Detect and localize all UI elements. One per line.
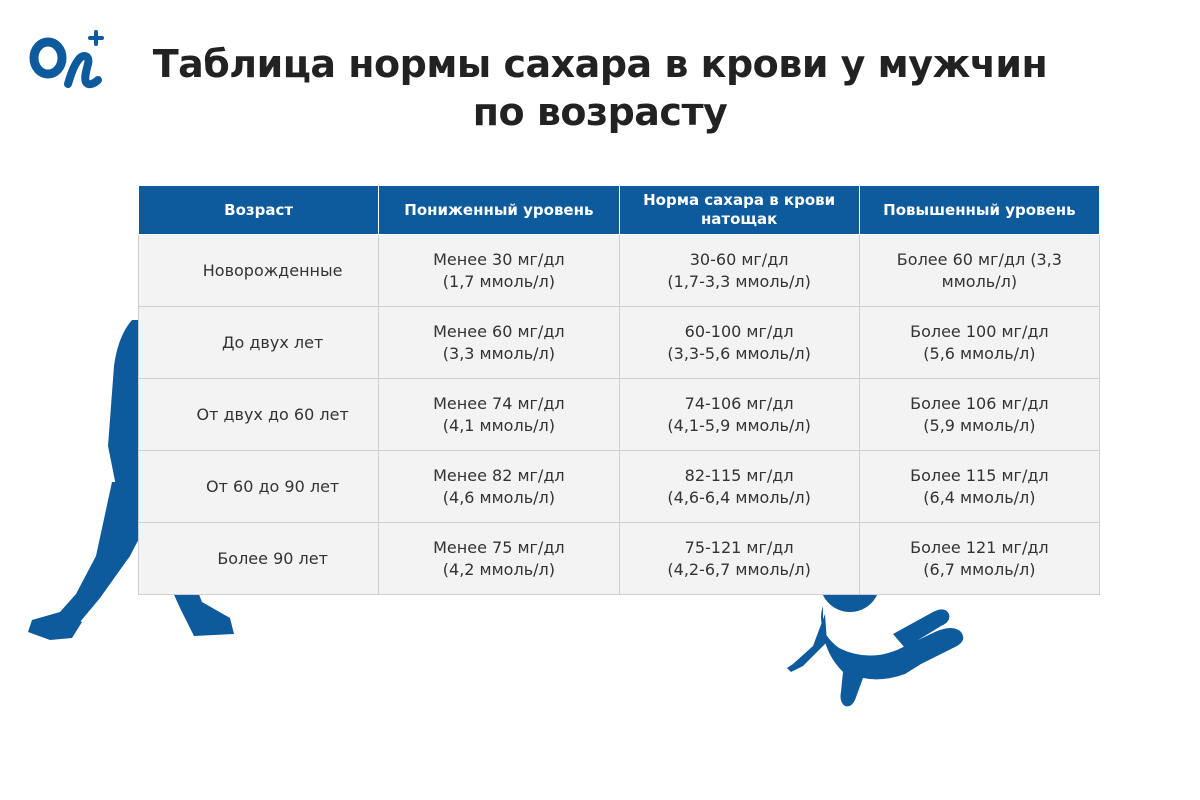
- cell-age: Более 90 лет: [139, 523, 379, 595]
- header-low: Пониженный уровень: [379, 186, 619, 235]
- cell-high: Более 115 мг/дл (6,4 ммоль/л): [859, 451, 1099, 523]
- cell-high: Более 106 мг/дл (5,9 ммоль/л): [859, 379, 1099, 451]
- cell-age: От 60 до 90 лет: [139, 451, 379, 523]
- cell-age: От двух до 60 лет: [139, 379, 379, 451]
- header-norm: Норма сахара в крови натощак: [619, 186, 859, 235]
- cell-norm: 82-115 мг/дл (4,6-6,4 ммоль/л): [619, 451, 859, 523]
- cell-low: Менее 74 мг/дл (4,1 ммоль/л): [379, 379, 619, 451]
- cell-norm: 30-60 мг/дл (1,7-3,3 ммоль/л): [619, 235, 859, 307]
- cell-low: Менее 82 мг/дл (4,6 ммоль/л): [379, 451, 619, 523]
- cell-age: Новорожденные: [139, 235, 379, 307]
- header-age: Возраст: [139, 186, 379, 235]
- page-title: Таблица нормы сахара в крови у мужчин по возрасту: [152, 42, 1048, 134]
- sugar-norm-table: [138, 185, 1100, 595]
- cell-age: До двух лет: [139, 307, 379, 379]
- cell-low: Менее 60 мг/дл (3,3 ммоль/л): [379, 307, 619, 379]
- header-high: Повышенный уровень: [859, 186, 1099, 235]
- table-row: [139, 379, 1100, 451]
- table-row: [139, 523, 1100, 595]
- cell-norm: 74-106 мг/дл (4,1-5,9 ммоль/л): [619, 379, 859, 451]
- logo-icon: [28, 26, 106, 96]
- cell-low: Менее 75 мг/дл (4,2 ммоль/л): [379, 523, 619, 595]
- cell-norm: 75-121 мг/дл (4,2-6,7 ммоль/л): [619, 523, 859, 595]
- table-header-row: [139, 186, 1100, 235]
- table-row: [139, 307, 1100, 379]
- cell-high: Более 60 мг/дл (3,3 ммоль/л): [859, 235, 1099, 307]
- cell-norm: 60-100 мг/дл (3,3-5,6 ммоль/л): [619, 307, 859, 379]
- cell-high: Более 121 мг/дл (6,7 ммоль/л): [859, 523, 1099, 595]
- table-row: [139, 451, 1100, 523]
- cell-low: Менее 30 мг/дл (1,7 ммоль/л): [379, 235, 619, 307]
- table-row: [139, 235, 1100, 307]
- cell-high: Более 100 мг/дл (5,6 ммоль/л): [859, 307, 1099, 379]
